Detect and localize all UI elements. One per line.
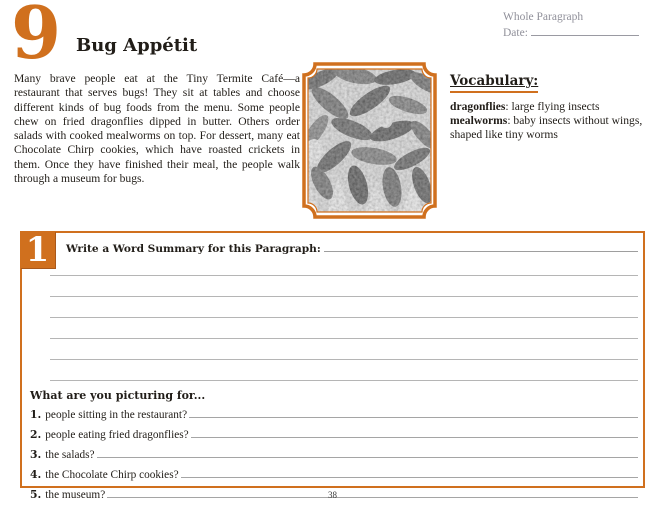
date-row: [503, 24, 648, 40]
worksheet-type-label: Whole Paragraph: [503, 11, 584, 23]
word-summary-prompt: Write a Word Summary for this Paragraph:: [66, 243, 321, 255]
question-label: people eating fried dragonflies?: [45, 429, 189, 441]
question-number: 2.: [30, 428, 42, 441]
vocab-definition: : baby insects without wings, shaped like tiny worms: [450, 113, 643, 141]
page-number: 38: [328, 490, 337, 500]
question-answer-line: [97, 447, 638, 458]
summary-writing-line: [50, 297, 638, 318]
page-title: Bug Appétit: [76, 35, 198, 56]
question-number: 1.: [30, 408, 42, 421]
question-label: the Chocolate Chirp cookies?: [45, 469, 179, 481]
question-number: 3.: [30, 448, 42, 461]
vocabulary-heading: Vocabulary:: [450, 73, 538, 93]
question-row-2: [30, 427, 638, 442]
question-row-1: [30, 407, 638, 422]
word-summary-answer-line: [324, 241, 638, 252]
bug-photo-image: [300, 61, 439, 220]
vocab-definition: : large flying insects: [505, 100, 600, 113]
vocab-term: dragonflies: [450, 100, 506, 113]
question-row-4: [30, 467, 638, 482]
question-answer-line: [189, 407, 638, 418]
question-number: 4.: [30, 468, 42, 481]
summary-writing-line: [50, 318, 638, 339]
lesson-number: 9: [11, 0, 62, 75]
word-summary-prompt-row: [66, 241, 638, 255]
bug-photo-frame: [300, 61, 439, 220]
vocab-entry-mealworms: [450, 114, 666, 142]
reading-paragraph: Many brave people eat at the Tiny Termite Café—a restaurant that serves bugs! They sit at tables and choose different kinds of bug foods from the menu. Some people chew on fried dragonflies dipped in butter. Others order salads with cooked mealworms on top. For dessert, many eat Chocolate Chirp cookies, which have roasted crickets in them. Once they have finished their meal, the people walk through a museum for bugs.: [14, 72, 300, 186]
question-answer-line: [191, 427, 638, 438]
question-label: the museum?: [45, 489, 106, 501]
question-number: 5.: [30, 488, 42, 501]
question-row-3: [30, 447, 638, 462]
date-label: Date:: [503, 27, 528, 39]
header-name-date-block: [503, 10, 648, 40]
question-answer-line: [181, 467, 638, 478]
picturing-heading: What are you picturing for...: [30, 389, 206, 402]
activity-number-badge: 1: [20, 231, 55, 268]
summary-writing-line: [50, 255, 638, 276]
summary-writing-line: [50, 339, 638, 360]
date-blank-line: [531, 24, 639, 36]
vocabulary-section: [450, 72, 666, 141]
question-label: the salads?: [45, 449, 95, 461]
summary-writing-line: [50, 360, 638, 381]
vocab-entry-dragonflies: [450, 100, 666, 114]
vocab-term: mealworms: [450, 113, 508, 127]
summary-writing-line: [50, 276, 638, 297]
question-label: people sitting in the restaurant?: [45, 409, 188, 421]
